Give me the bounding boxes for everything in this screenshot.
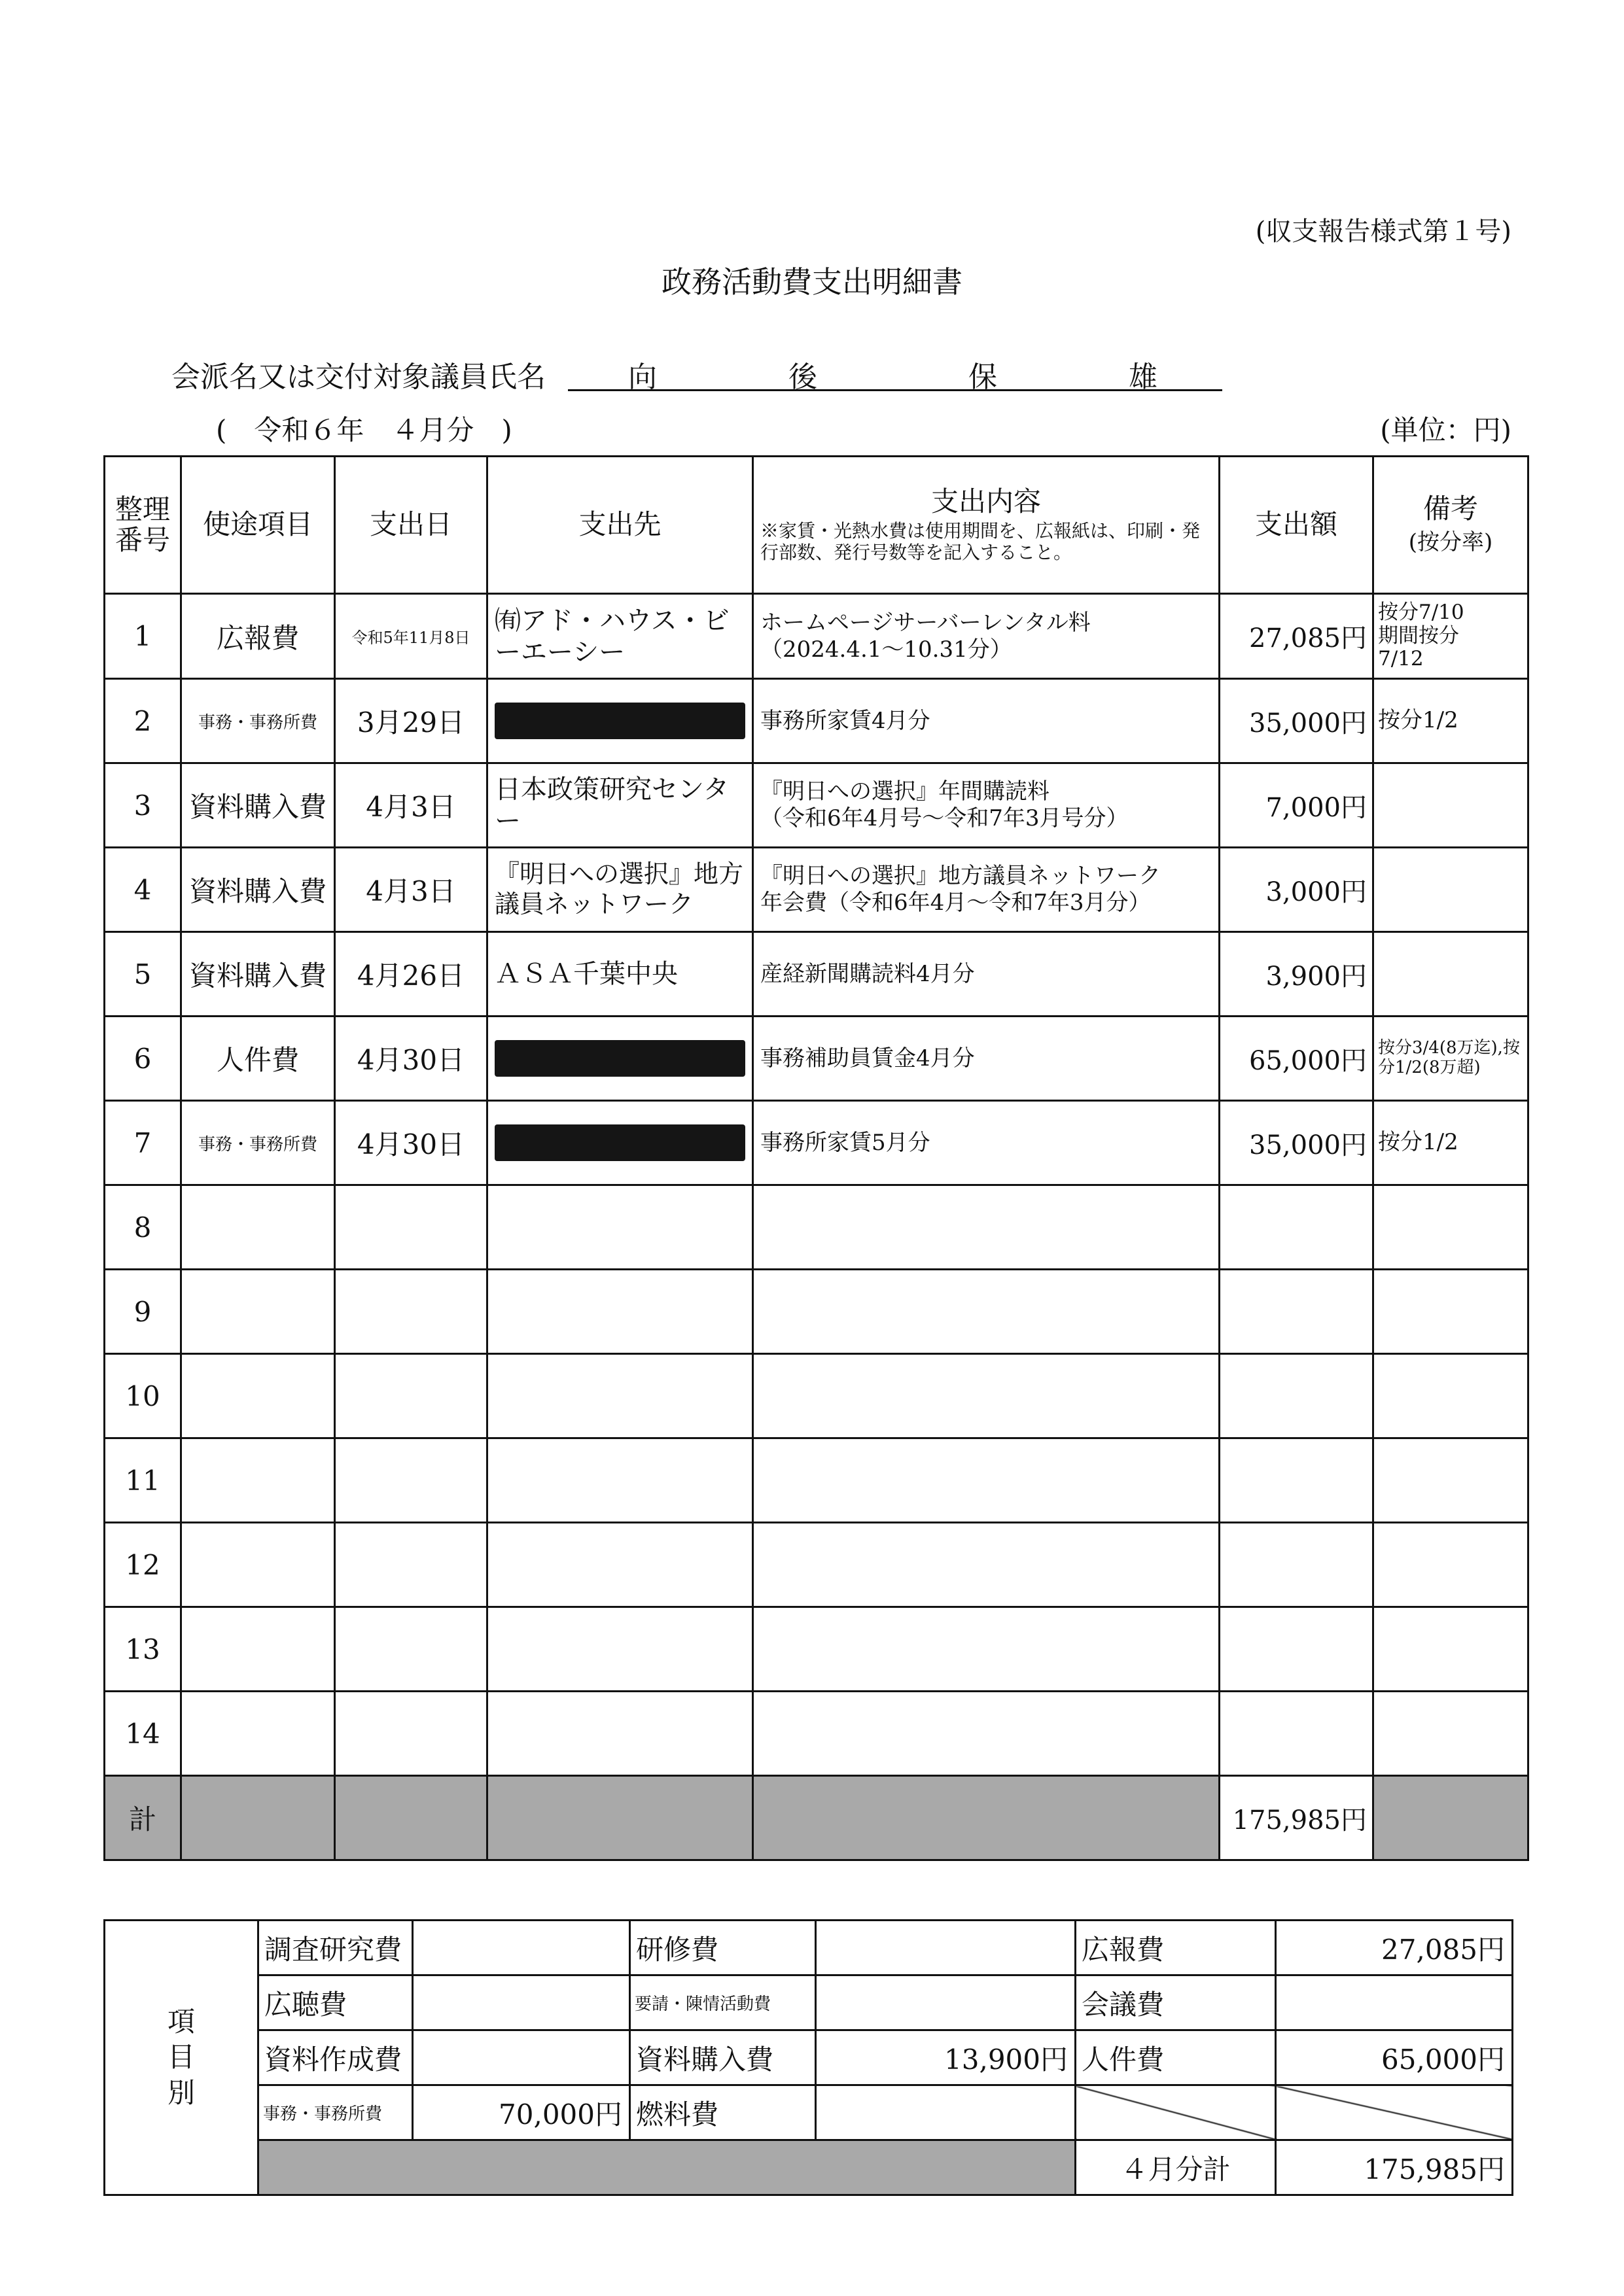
row-amount: 35,000円 (1220, 1101, 1373, 1185)
table-row (105, 1017, 1528, 1101)
summary-label: 研修費 (630, 1921, 816, 1975)
row-purpose (181, 1270, 335, 1354)
row-amount (1220, 1523, 1373, 1607)
row-payee (487, 1185, 753, 1270)
row-note (1373, 1185, 1528, 1270)
row-date (335, 1185, 487, 1270)
row-no: 3 (105, 763, 181, 848)
row-payee: ㈲アド・ハウス・ビーエーシー (487, 594, 753, 679)
row-note (1373, 1354, 1528, 1438)
table-row (105, 1692, 1528, 1776)
summary-value: 70,000円 (413, 2085, 630, 2140)
row-content (753, 1185, 1220, 1270)
table-row (105, 1438, 1528, 1523)
summary-label: 広報費 (1076, 1921, 1276, 1975)
row-purpose (181, 1354, 335, 1438)
header-note (1373, 457, 1528, 594)
row-no: 13 (105, 1607, 181, 1692)
summary-label: 人件費 (1076, 2030, 1276, 2085)
row-date: 4月3日 (335, 763, 487, 848)
row-amount (1220, 1692, 1373, 1776)
table-row (105, 763, 1528, 848)
summary-label: 燃料費 (630, 2085, 816, 2140)
summary-value (816, 1975, 1076, 2030)
row-content (753, 1270, 1220, 1354)
summary-value: 65,000円 (1276, 2030, 1513, 2085)
row-note (1373, 932, 1528, 1017)
expenditure-table (103, 455, 1529, 1861)
summary-label: 広聴費 (258, 1975, 413, 2030)
row-note (1373, 763, 1528, 848)
total-row (105, 1776, 1528, 1860)
row-date (335, 1438, 487, 1523)
table-row (105, 594, 1528, 679)
category-summary-table (103, 1919, 1513, 2196)
row-purpose (181, 1692, 335, 1776)
row-no: 9 (105, 1270, 181, 1354)
name-label: 会派名又は交付対象議員氏名 (171, 360, 546, 394)
row-payee: ＡＳＡ千葉中央 (487, 932, 753, 1017)
row-date (335, 1270, 487, 1354)
row-purpose: 広報費 (181, 594, 335, 679)
summary-total-row (105, 2140, 1513, 2195)
summary-label: 資料作成費 (258, 2030, 413, 2085)
row-amount: 3,900円 (1220, 932, 1373, 1017)
row-date (335, 1354, 487, 1438)
row-content: 事務補助員賃金4月分 (753, 1017, 1220, 1101)
name-char-1: 向 (628, 360, 657, 394)
row-payee (487, 679, 753, 763)
row-content (753, 1607, 1220, 1692)
row-no: 7 (105, 1101, 181, 1185)
row-payee (487, 1270, 753, 1354)
row-payee (487, 1692, 753, 1776)
row-payee (487, 1523, 753, 1607)
total-blank (335, 1776, 487, 1860)
row-amount: 65,000円 (1220, 1017, 1373, 1101)
row-note: 按分1/2 (1373, 679, 1528, 763)
row-purpose: 事務・事務所費 (181, 1101, 335, 1185)
row-date (335, 1523, 487, 1607)
total-blank (181, 1776, 335, 1860)
name-underline (568, 388, 1222, 391)
row-no: 6 (105, 1017, 181, 1101)
row-purpose: 資料購入費 (181, 848, 335, 932)
summary-value: 27,085円 (1276, 1921, 1513, 1975)
row-amount: 3,000円 (1220, 848, 1373, 932)
table-row (105, 1101, 1528, 1185)
row-note: 按分3/4(8万迄),按分1/2(8万超) (1373, 1017, 1528, 1101)
row-note: 按分7/10 期間按分 7/12 (1373, 594, 1528, 679)
summary-value (413, 1921, 630, 1975)
row-date: 4月3日 (335, 848, 487, 932)
row-note (1373, 1438, 1528, 1523)
summary-row (105, 1975, 1513, 2030)
row-content (753, 1692, 1220, 1776)
row-amount: 7,000円 (1220, 763, 1373, 848)
summary-label: 事務・事務所費 (258, 2085, 413, 2140)
row-note (1373, 848, 1528, 932)
row-amount (1220, 1438, 1373, 1523)
header-payee: 支出先 (487, 457, 753, 594)
row-note: 按分1/2 (1373, 1101, 1528, 1185)
row-content (753, 1354, 1220, 1438)
header-amount: 支出額 (1220, 457, 1373, 594)
table-row (105, 1185, 1528, 1270)
summary-value (413, 2030, 630, 2085)
summary-label: 資料購入費 (630, 2030, 816, 2085)
header-note-sub: (按分率) (1408, 529, 1493, 556)
row-no: 4 (105, 848, 181, 932)
summary-value (413, 1975, 630, 2030)
row-note (1373, 1270, 1528, 1354)
summary-row (105, 1921, 1513, 1975)
summary-row (105, 2030, 1513, 2085)
row-no: 10 (105, 1354, 181, 1438)
row-amount (1220, 1270, 1373, 1354)
total-amount: 175,985円 (1220, 1776, 1373, 1860)
row-payee: 『明日への選択』地方議員ネットワーク (487, 848, 753, 932)
row-purpose: 事務・事務所費 (181, 679, 335, 763)
table-row (105, 1270, 1528, 1354)
summary-row (105, 2085, 1513, 2140)
row-no: 5 (105, 932, 181, 1017)
name-char-3: 保 (968, 360, 997, 394)
row-date (335, 1607, 487, 1692)
row-amount (1220, 1607, 1373, 1692)
row-content (753, 1438, 1220, 1523)
summary-value (1276, 1975, 1513, 2030)
header-content-title: 支出内容 (930, 485, 1041, 518)
row-content: 『明日への選択』地方議員ネットワーク 年会費（令和6年4月～令和7年3月分） (753, 848, 1220, 932)
row-date: 令和5年11月8日 (335, 594, 487, 679)
summary-label: 会議費 (1076, 1975, 1276, 2030)
diagonal-blank-cell (1276, 2085, 1513, 2140)
category-label: 項 目 別 (105, 1921, 258, 2195)
total-blank (753, 1776, 1220, 1860)
header-content (753, 457, 1220, 594)
period-label: ( 令和６年 ４月分 ) (216, 414, 512, 446)
row-no: 12 (105, 1523, 181, 1607)
document-title: 政務活動費支出明細書 (662, 264, 962, 300)
name-char-4: 雄 (1129, 360, 1157, 394)
diagonal-blank-cell (1076, 2085, 1276, 2140)
row-payee (487, 1017, 753, 1101)
table-row (105, 1354, 1528, 1438)
summary-value (816, 1921, 1076, 1975)
row-purpose: 人件費 (181, 1017, 335, 1101)
table-row (105, 1523, 1528, 1607)
name-char-2: 後 (788, 360, 817, 394)
row-date: 4月30日 (335, 1017, 487, 1101)
row-purpose (181, 1523, 335, 1607)
header-note-title: 備考 (1422, 492, 1478, 525)
row-note (1373, 1607, 1528, 1692)
row-payee: 日本政策研究センター (487, 763, 753, 848)
row-payee (487, 1438, 753, 1523)
table-header-row (105, 457, 1528, 594)
row-note (1373, 1523, 1528, 1607)
row-purpose (181, 1438, 335, 1523)
total-blank (487, 1776, 753, 1860)
row-amount: 35,000円 (1220, 679, 1373, 763)
row-purpose (181, 1185, 335, 1270)
redaction-block (495, 1124, 745, 1161)
summary-label: 要請・陳情活動費 (630, 1975, 816, 2030)
table-row (105, 848, 1528, 932)
summary-label: 調査研究費 (258, 1921, 413, 1975)
summary-total-value: 175,985円 (1276, 2140, 1513, 2195)
header-no: 整理 番号 (105, 457, 181, 594)
row-no: 2 (105, 679, 181, 763)
row-note (1373, 1692, 1528, 1776)
row-content: ホームページサーバーレンタル料 （2024.4.1～10.31分） (753, 594, 1220, 679)
row-no: 1 (105, 594, 181, 679)
row-date: 3月29日 (335, 679, 487, 763)
table-row (105, 932, 1528, 1017)
row-amount (1220, 1354, 1373, 1438)
summary-value: 13,900円 (816, 2030, 1076, 2085)
row-payee (487, 1607, 753, 1692)
row-date: 4月26日 (335, 932, 487, 1017)
row-purpose: 資料購入費 (181, 932, 335, 1017)
total-label: 計 (105, 1776, 181, 1860)
summary-gray-fill (258, 2140, 1076, 2195)
row-content (753, 1523, 1220, 1607)
unit-label: (単位：円) (1380, 414, 1511, 446)
row-amount (1220, 1185, 1373, 1270)
row-date (335, 1692, 487, 1776)
header-content-note: ※家賃・光熱水費は使用期間を、広報紙は、印刷・発行部数、発行号数等を記入すること。 (760, 520, 1201, 563)
table-row (105, 679, 1528, 763)
total-blank (1373, 1776, 1528, 1860)
header-purpose: 使途項目 (181, 457, 335, 594)
header-date: 支出日 (335, 457, 487, 594)
summary-total-label: ４月分計 (1076, 2140, 1276, 2195)
row-payee (487, 1101, 753, 1185)
row-no: 14 (105, 1692, 181, 1776)
row-amount: 27,085円 (1220, 594, 1373, 679)
summary-value (816, 2085, 1076, 2140)
row-date: 4月30日 (335, 1101, 487, 1185)
row-payee (487, 1354, 753, 1438)
row-content: 産経新聞購読料4月分 (753, 932, 1220, 1017)
row-no: 11 (105, 1438, 181, 1523)
row-purpose: 資料購入費 (181, 763, 335, 848)
redaction-block (495, 1040, 745, 1077)
redaction-block (495, 703, 745, 739)
row-no: 8 (105, 1185, 181, 1270)
row-content: 『明日への選択』年間購読料 （令和6年4月号～令和7年3月号分） (753, 763, 1220, 848)
row-content: 事務所家賃5月分 (753, 1101, 1220, 1185)
form-number: (収支報告様式第１号) (1255, 217, 1511, 247)
table-row (105, 1607, 1528, 1692)
row-content: 事務所家賃4月分 (753, 679, 1220, 763)
row-purpose (181, 1607, 335, 1692)
